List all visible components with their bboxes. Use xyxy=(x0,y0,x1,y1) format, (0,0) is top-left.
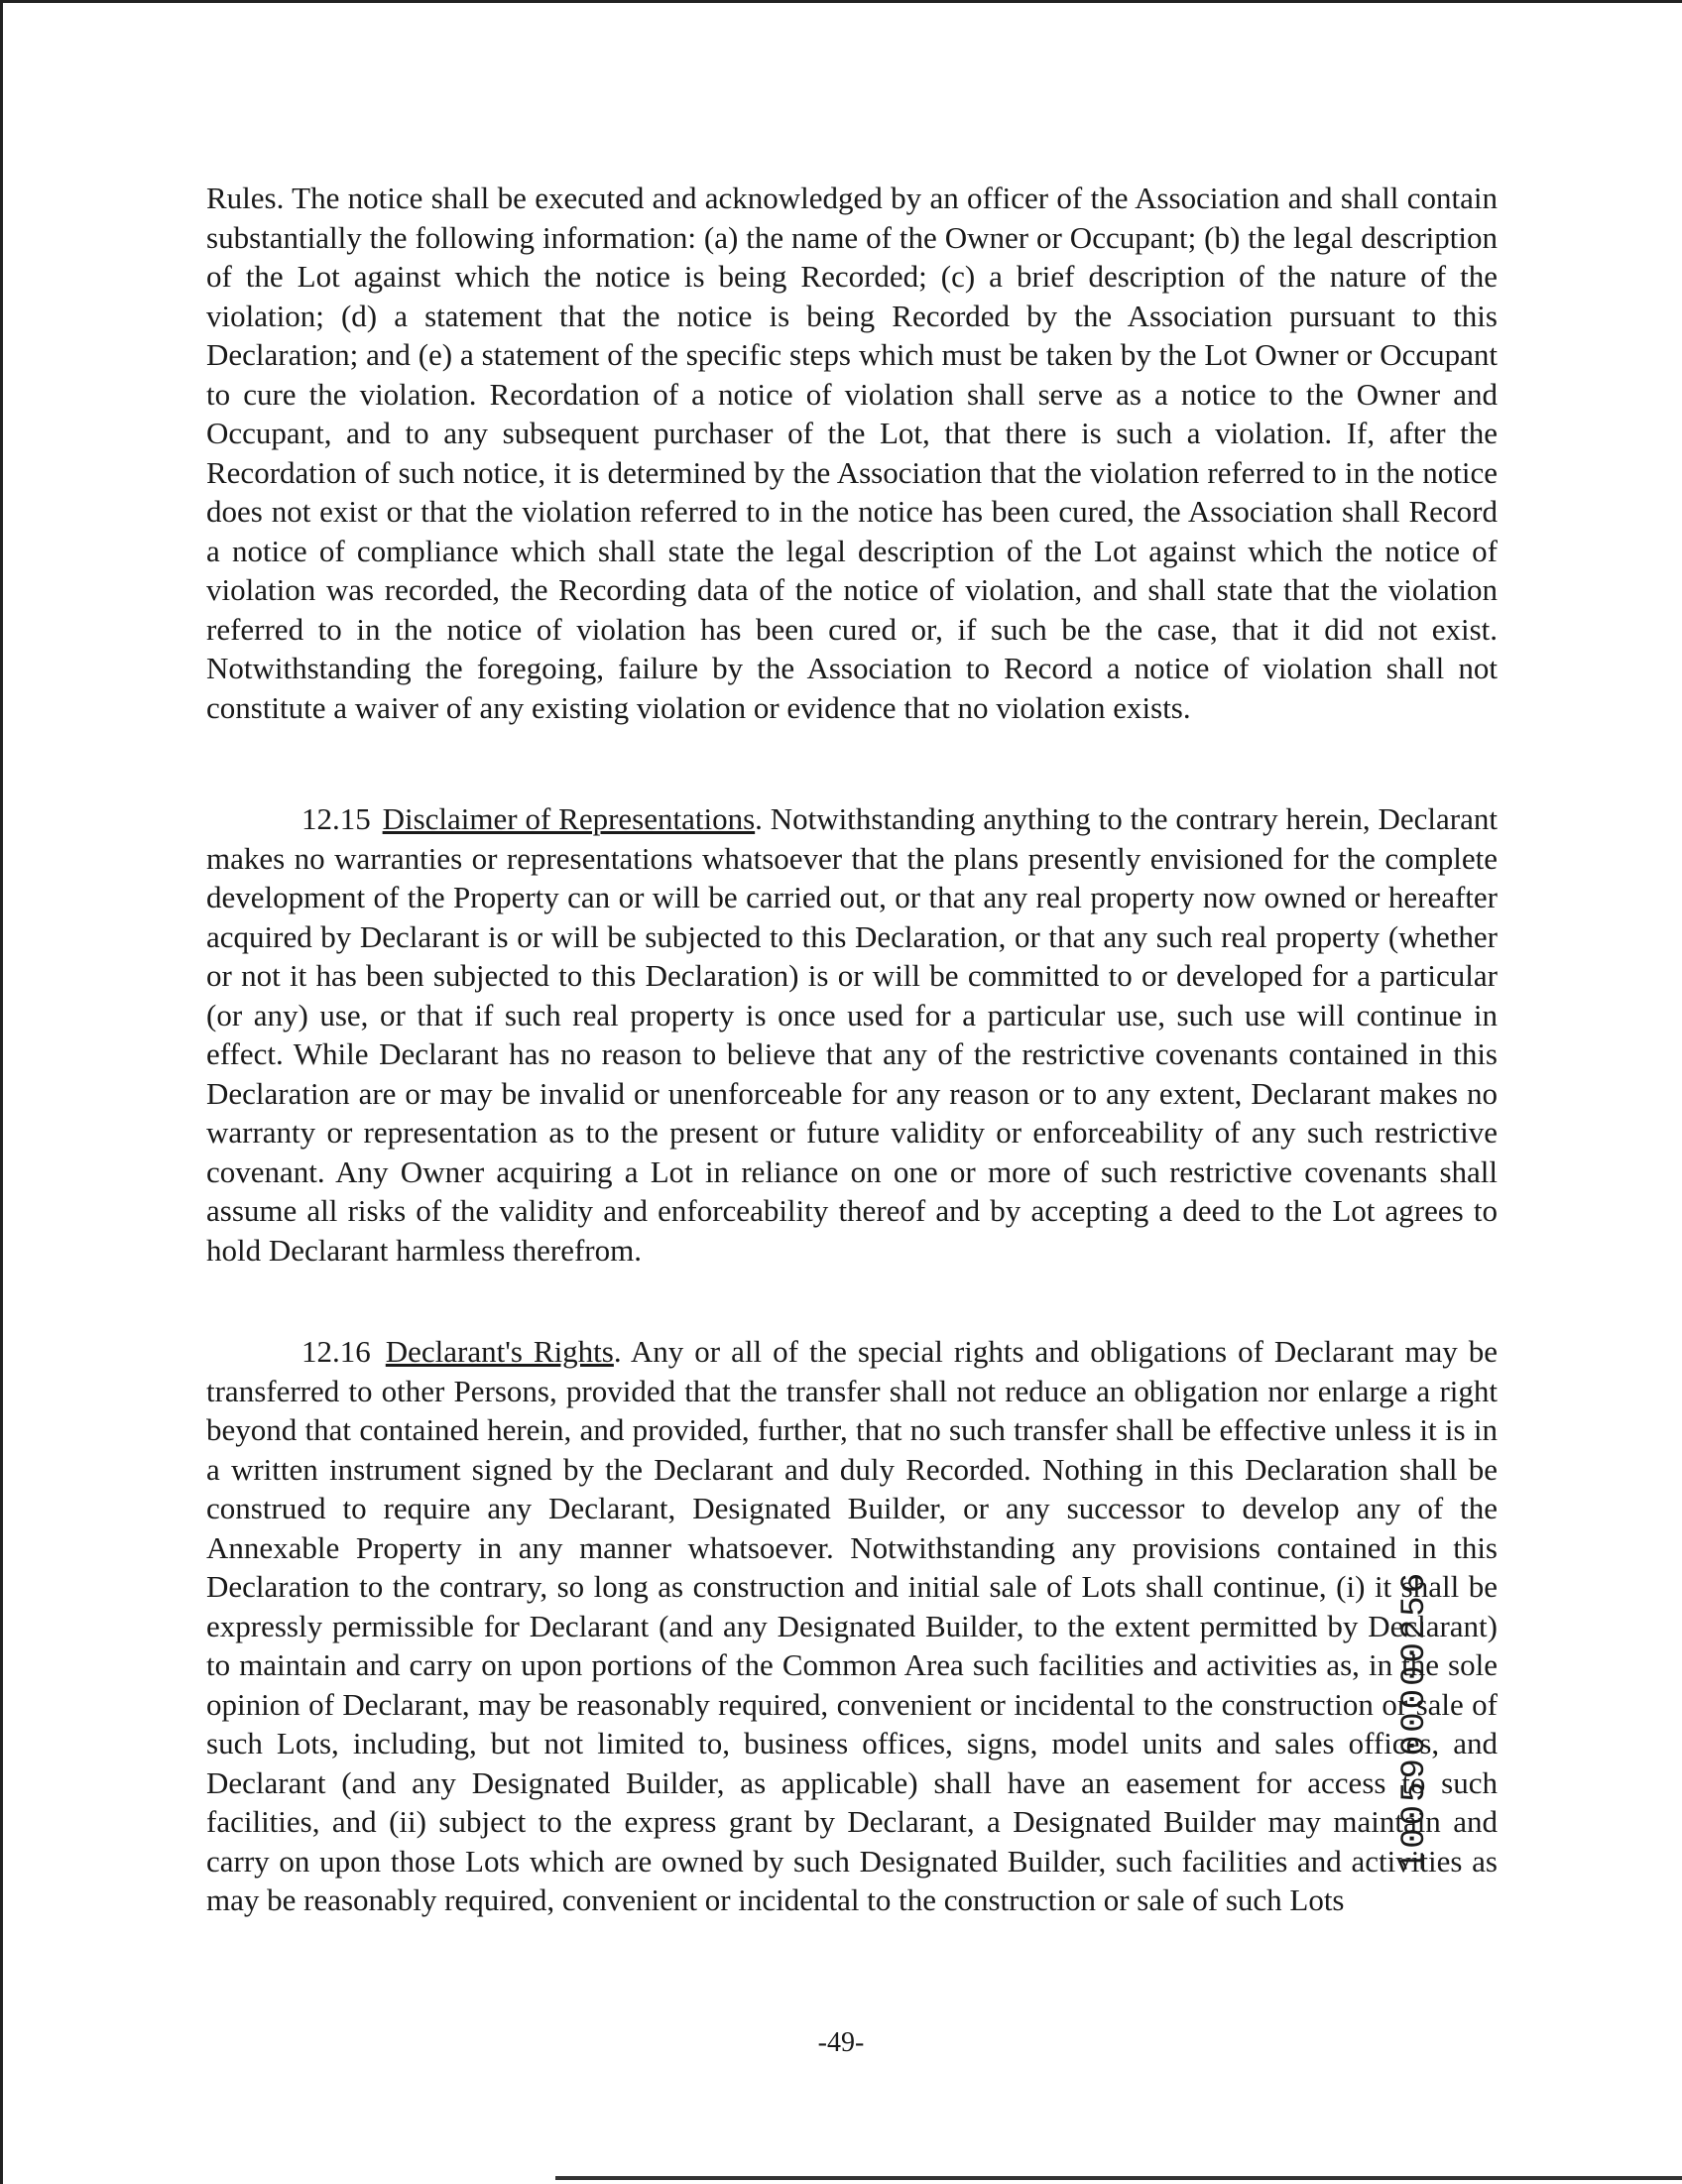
recording-number-stamp xyxy=(1379,1532,1468,1909)
section-12-16 xyxy=(206,1332,1498,1920)
scan-border-top xyxy=(0,0,1682,3)
section-number: 12.16 xyxy=(301,1334,371,1369)
section-body: . Any or all of the special rights and obligations of Declarant may be transferred to other Persons, provided that the transfer shall not reduce an obligation nor enlarge a right beyond that contained herein, and provided, further, that no such transfer shall be effective unless it is in a written instrument signed by the Declarant and duly Recorded. Nothing in this Declaration shall be construed to require any Declarant, Designated Builder, or any successor to develop any of the Annexable Property in any manner whatsoever. Notwithstanding any provisions contained in this Declaration to the contrary, so long as construction and initial sale of Lots shall continue, (i) it shall be expressly permissible for Declarant (and any Designated Builder, to the extent permitted by Declarant) to maintain and carry on upon portions of the Common Area such facilities and activities as, in the sole opinion of Declarant, may be reasonably required, convenient or incidental to the construction or sale of such Lots, including, but not limited to, business offices, signs, model units and sales offices, and Declarant (and any Designated Builder, as applicable) shall have an easement for access to such facilities, and (ii) subject to the express grant by Declarant, a Designated Builder may maintain and carry on upon those Lots which are owned by such Designated Builder, such facilities and activities as may be reasonably required, convenient or incidental to the construction or sale of such Lots xyxy=(206,1334,1499,1917)
recording-number-text: 1005900000256 xyxy=(1396,1569,1434,1873)
page-number: -49- xyxy=(817,2027,865,2058)
scan-border-bottom xyxy=(555,2176,1682,2180)
scan-border-left xyxy=(0,0,3,2184)
section-body: . Notwithstanding anything to the contrary herein, Declarant makes no warranties or representations whatsoever that the plans presently envisioned for the complete development of the Property can or will be carried out, or that any real property now owned or hereafter acquired by Declarant is or will be subjected to this Declaration, or that any such real property (whether or not it has been subjected to this Declaration) is or will be committed to or developed for a particular (or any) use, or that if such real property is once used for a particular use, such use will continue in effect. While Declarant has no reason to believe that any of the restrictive covenants contained in this Declaration are or may be invalid or unenforceable for any reason or to any extent, Declarant makes no warranty or representation as to the present or future validity or enforceability of any such restrictive covenant. Any Owner acquiring a Lot in reliance on one or more of such restrictive covenants shall assume all risks of the validity and enforceability thereof and by accepting a deed to the Lot agrees to hold Declarant harmless therefrom. xyxy=(206,801,1498,1268)
section-12-15 xyxy=(206,799,1498,1270)
paragraph-continuation: Rules. The notice shall be executed and acknowledged by an officer of the Association and shall contain substantially the following information: (a) the name of the Owner or Occupant; (b) the legal description of the Lot against which the notice is being Recorded; (c) a brief description of the nature of the violation; (d) a statement that the notice is being Recorded by the Association pursuant to this Declaration; and (e) a statement of the specific steps which must be taken by the Lot Owner or Occupant to cure the violation. Recordation of a notice of violation shall serve as a notice to the Owner and Occupant, and to any subsequent purchaser of the Lot, that there is such a violation. If, after the Recordation of such notice, it is determined by the Association that the violation referred to in the notice does not exist or that the violation referred to in the notice has been cured, the Association shall Record a notice of compliance which shall state the legal description of the Lot against which the notice of violation was recorded, the Recording data of the notice of violation, and shall state that the violation referred to in the notice of violation has been cured or, if such be the case, that it did not exist. Notwithstanding the foregoing, failure by the Association to Record a notice of violation shall not constitute a waiver of any existing violation or evidence that no violation exists. xyxy=(206,181,1498,725)
section-heading: Declarant's Rights xyxy=(385,1334,614,1369)
section-number: 12.15 xyxy=(301,801,371,836)
section-heading: Disclaimer of Representations xyxy=(382,801,756,836)
